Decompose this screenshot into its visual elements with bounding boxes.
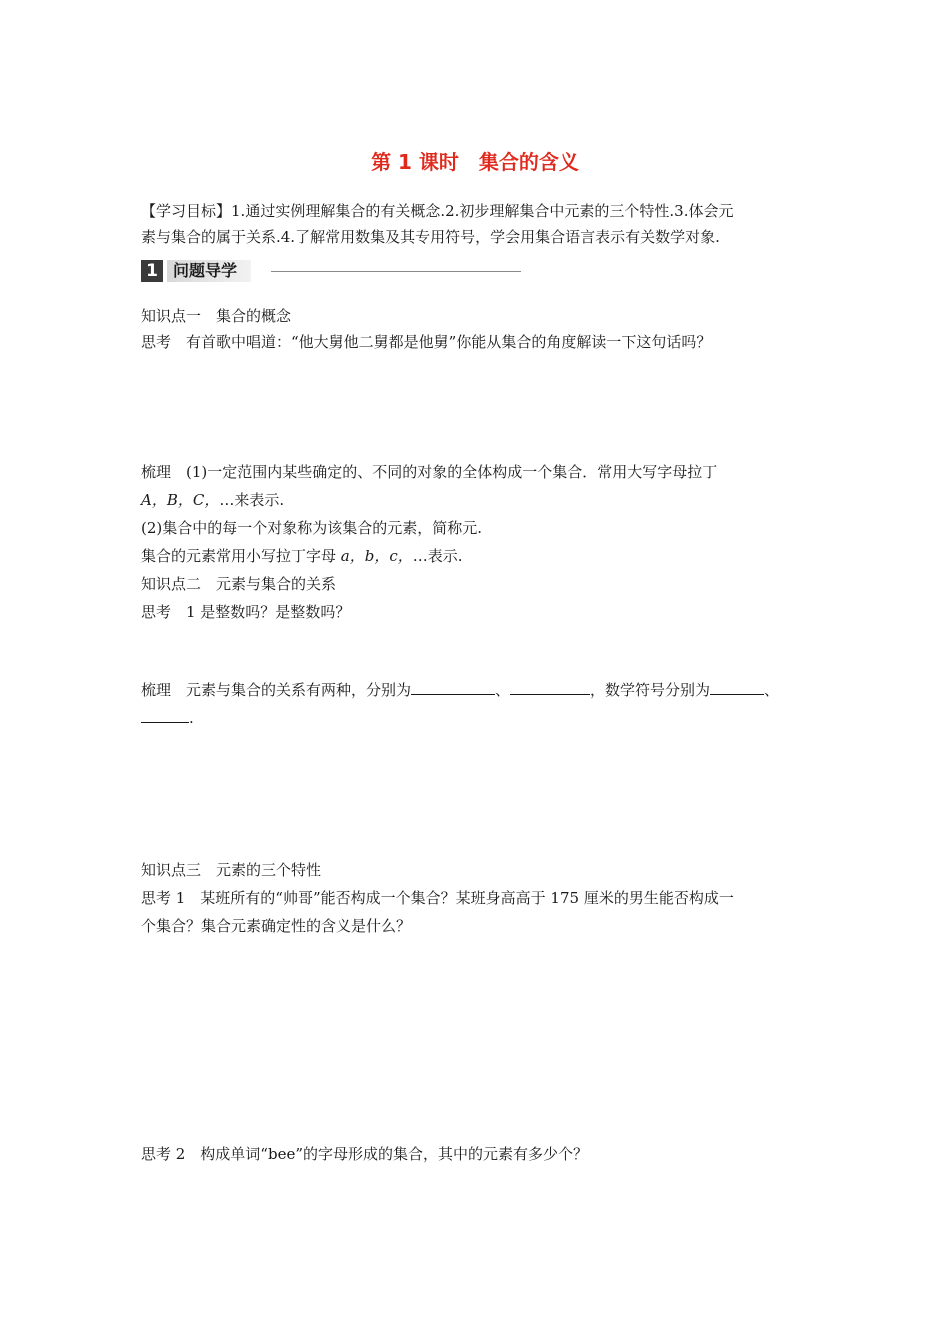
- learning-goals-line2: 素与集合的属于关系.4.了解常用数集及其专用符号，学会用集合语言表示有关数学对象.: [141, 228, 720, 246]
- blank-symbol-2[interactable]: [141, 707, 189, 723]
- k3-think2: 思考 2 构成单词“bee”的字母形成的集合，其中的元素有多少个？: [141, 1145, 589, 1163]
- section-rule: [271, 271, 521, 272]
- k2-think: 思考 1 是整数吗？是整数吗？: [141, 603, 351, 621]
- k2-sort-sep1: 、: [495, 681, 511, 699]
- page-title: 第 1 课时 集合的含义: [371, 150, 579, 174]
- k3-think1-line2: 个集合？集合元素确定性的含义是什么？: [141, 917, 412, 935]
- k1-sort-line1: 梳理 (1)一定范围内某些确定的、不同的对象的全体构成一个集合．常用大写字母拉丁: [141, 463, 718, 481]
- learning-goals-label: 【学习目标】: [141, 202, 232, 220]
- k1-sort4-letters: a，b，c，: [340, 547, 413, 565]
- k1-think: 思考 有首歌中唱道：“他大舅他二舅都是他舅”你能从集合的角度解读一下这句话吗？: [141, 333, 712, 351]
- k1-sort-line3: (2)集合中的每一个对象称为该集合的元素，简称元.: [141, 519, 483, 537]
- k1-sort-rest: …来表示.: [219, 491, 285, 509]
- k2-sort-line1: [141, 679, 779, 701]
- blank-relation-2[interactable]: [510, 679, 590, 695]
- k2-sort-line2: [141, 707, 194, 729]
- section-banner: [141, 260, 521, 282]
- k1-sort-letters: A，B，C，: [141, 491, 220, 509]
- k2-heading: 知识点二 元素与集合的关系: [141, 575, 337, 593]
- k1-sort4-b: …表示.: [412, 547, 463, 565]
- k2-sort-a: 梳理 元素与集合的关系有两种，分别为: [141, 681, 412, 699]
- section-label: 问题导学: [167, 260, 251, 282]
- learning-goals-line1: [141, 200, 734, 222]
- blank-relation-1[interactable]: [411, 679, 495, 695]
- k1-sort4-a: 集合的元素常用小写拉丁字母: [141, 547, 341, 565]
- k2-sort-sep2: ，数学符号分别为: [590, 681, 711, 699]
- k1-sort-line4: [141, 545, 463, 567]
- blank-symbol-1[interactable]: [710, 679, 764, 695]
- k3-heading: 知识点三 元素的三个特性: [141, 861, 322, 879]
- k2-sort-sep3: 、: [764, 681, 780, 699]
- k2-sort-end: .: [189, 709, 194, 727]
- k1-sort-line2: [141, 489, 284, 511]
- k1-heading: 知识点一 集合的概念: [141, 307, 292, 325]
- learning-goals-text1: 1.通过实例理解集合的有关概念.2.初步理解集合中元素的三个特性.3.体会元: [231, 202, 734, 220]
- k3-think1-line1: 思考 1 某班所有的“帅哥”能否构成一个集合？某班身高高于 175 厘米的男生能否构成一: [141, 889, 734, 907]
- section-number: 1: [141, 260, 163, 282]
